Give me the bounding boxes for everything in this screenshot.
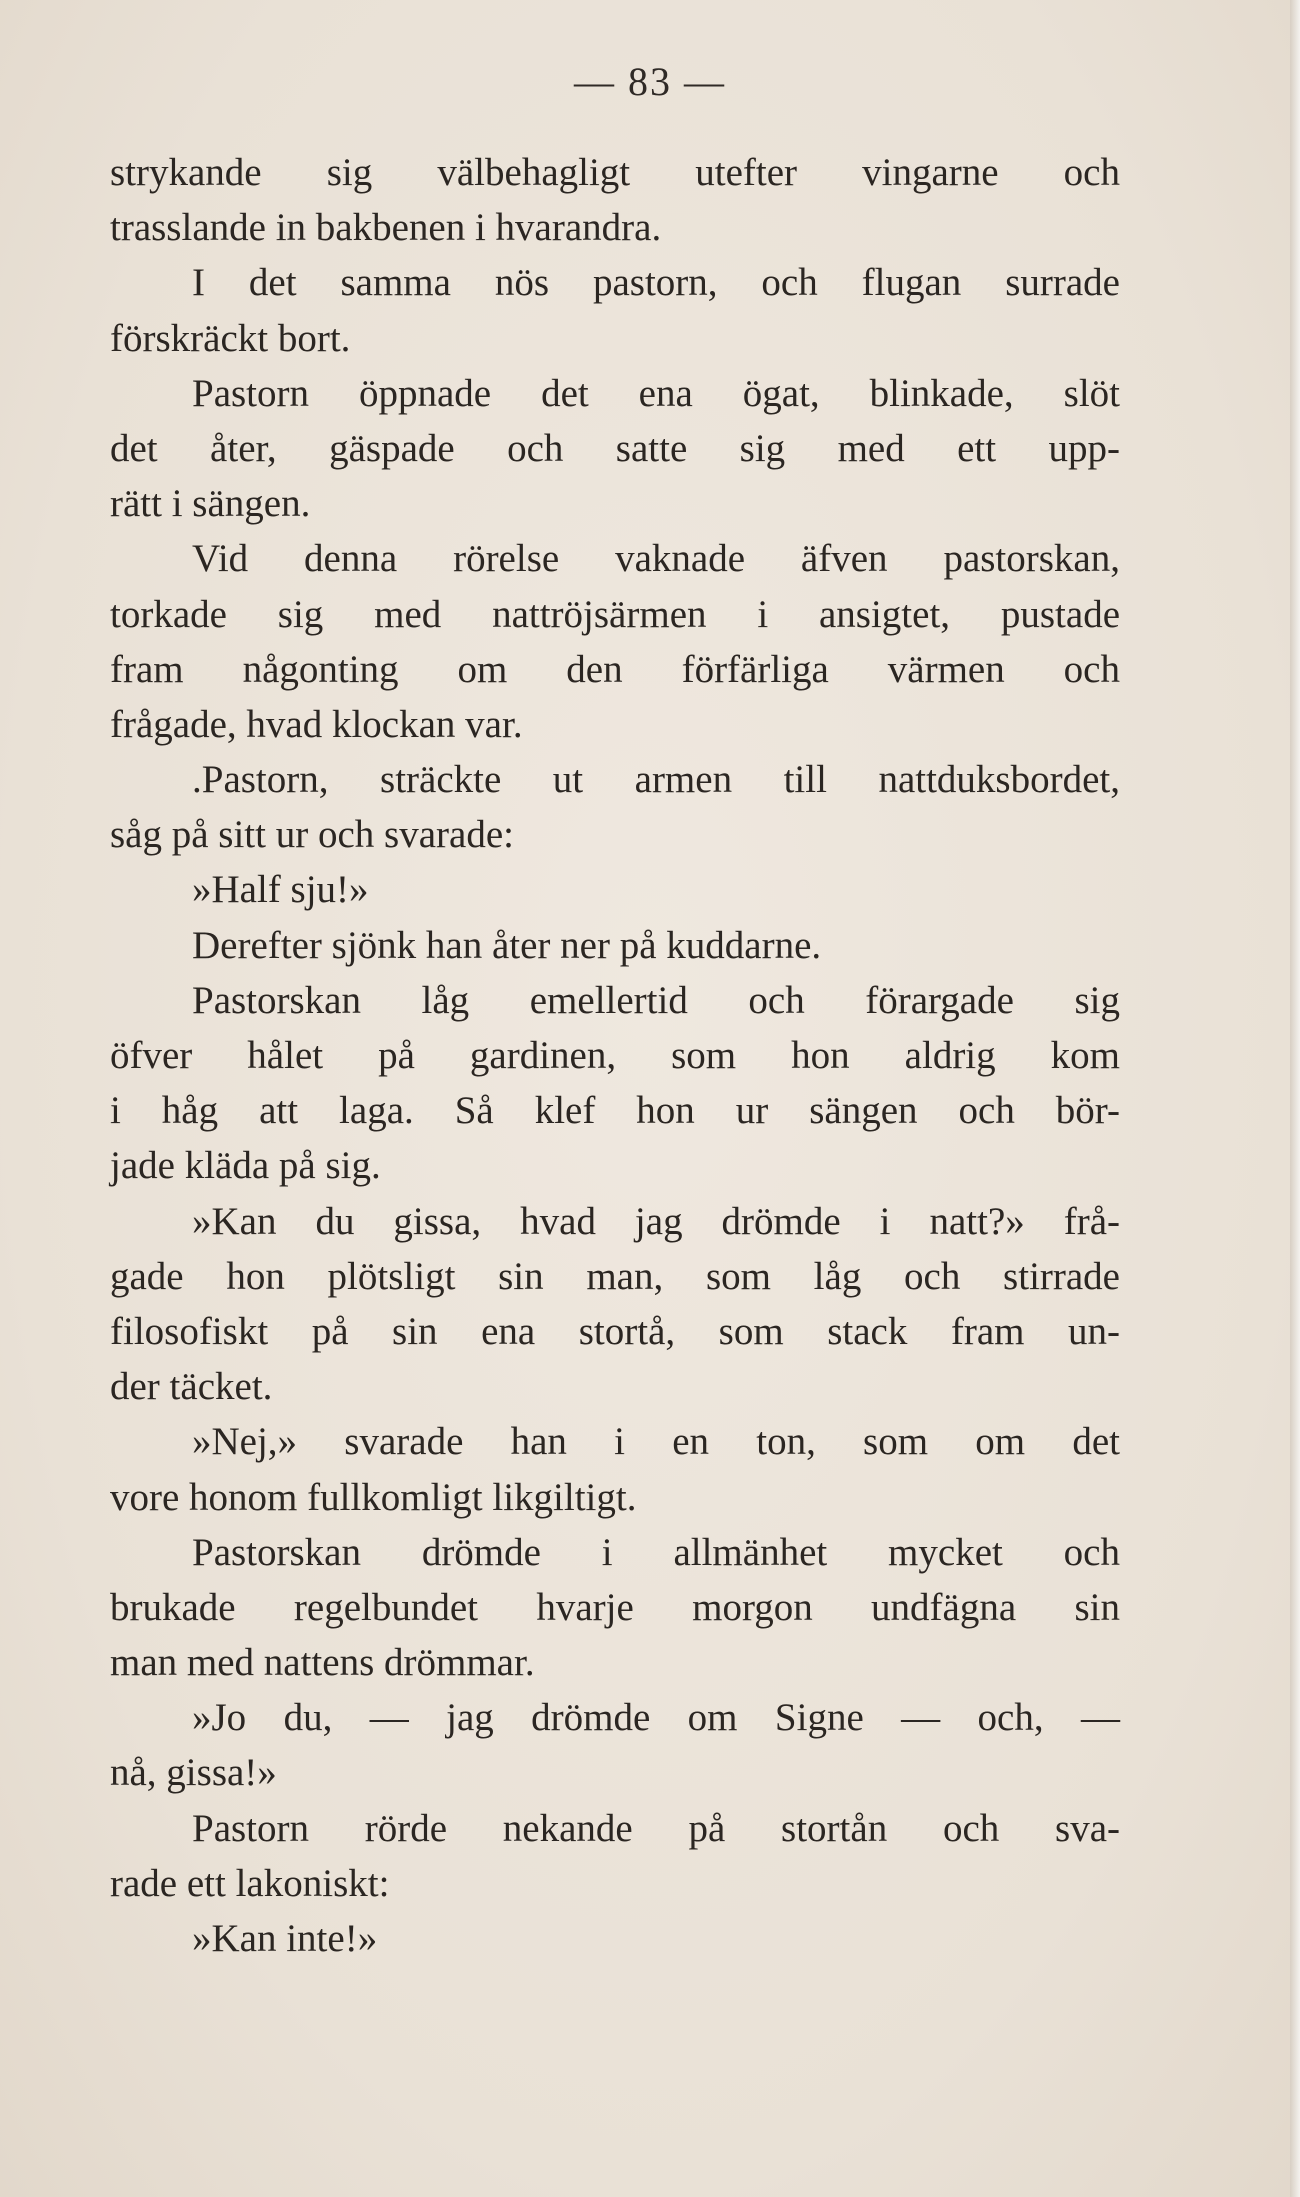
text-line: Derefter sjönk han åter ner på kuddarne. [192, 923, 822, 967]
text-line: »Nej,» svarade han i en ton, som om det [192, 1420, 1120, 1464]
text-line: det åter, gäspade och satte sig med ett upp- [110, 426, 1120, 470]
text-line: såg på sitt ur och svarade: [110, 813, 514, 857]
text-line: rätt i sängen. [110, 482, 311, 526]
page-edge [1290, 0, 1300, 2197]
text-line: fram någonting om den förfärliga värmen och [110, 647, 1120, 691]
text-line: Pastorskan drömde i allmänhet mycket och [192, 1530, 1120, 1574]
body-text [110, 145, 1120, 1966]
text-line: »Half sju!» [192, 868, 369, 912]
text-line: jade kläda på sig. [110, 1144, 381, 1188]
text-line: i håg att laga. Så klef hon ur sängen och bör- [110, 1089, 1120, 1133]
text-line: Pastorskan låg emellertid och förargade sig [192, 978, 1120, 1022]
text-line: vore honom fullkomligt likgiltigt. [110, 1475, 637, 1519]
text-line: filosofiskt på sin ena stortå, som stack fram un- [110, 1309, 1120, 1353]
text-line: öfver hålet på gardinen, som hon aldrig kom [110, 1034, 1120, 1077]
text-line: nå, gissa!» [110, 1751, 277, 1795]
text-line: förskräckt bort. [110, 316, 351, 360]
text-line: der täcket. [110, 1365, 273, 1409]
text-line: brukade regelbundet hvarje morgon undfägna sin [110, 1585, 1120, 1629]
text-line: trasslande in bakbenen i hvarandra. [110, 206, 662, 250]
text-line: Pastorn rörde nekande på stortån och sva- [192, 1806, 1120, 1850]
text-line: rade ett lakoniskt: [110, 1861, 390, 1905]
text-line: »Jo du, — jag drömde om Signe — och, — [192, 1696, 1120, 1740]
text-line: torkade sig med nattröjsärmen i ansigtet, pustade [110, 592, 1120, 636]
text-line: frågade, hvad klockan var. [110, 702, 523, 746]
text-line: man med nattens drömmar. [110, 1641, 535, 1685]
text-line: »Kan inte!» [192, 1917, 378, 1960]
text-line: strykande sig välbehagligt utefter vingarne och [110, 151, 1120, 194]
text-line: gade hon plötsligt sin man, som låg och stirrade [110, 1254, 1120, 1298]
text-line: Pastorn öppnade det ena ögat, blinkade, slöt [192, 371, 1120, 415]
text-line: Vid denna rörelse vaknade äfven pastorskan, [192, 537, 1120, 581]
text-line: I det samma nös pastorn, och flugan surrade [192, 261, 1120, 305]
text-line: .Pastorn, sträckte ut armen till nattduksbordet, [192, 758, 1120, 802]
text-line: »Kan du gissa, hvad jag drömde i natt?» frå- [192, 1199, 1120, 1243]
page-number: — 83 — [574, 59, 726, 104]
